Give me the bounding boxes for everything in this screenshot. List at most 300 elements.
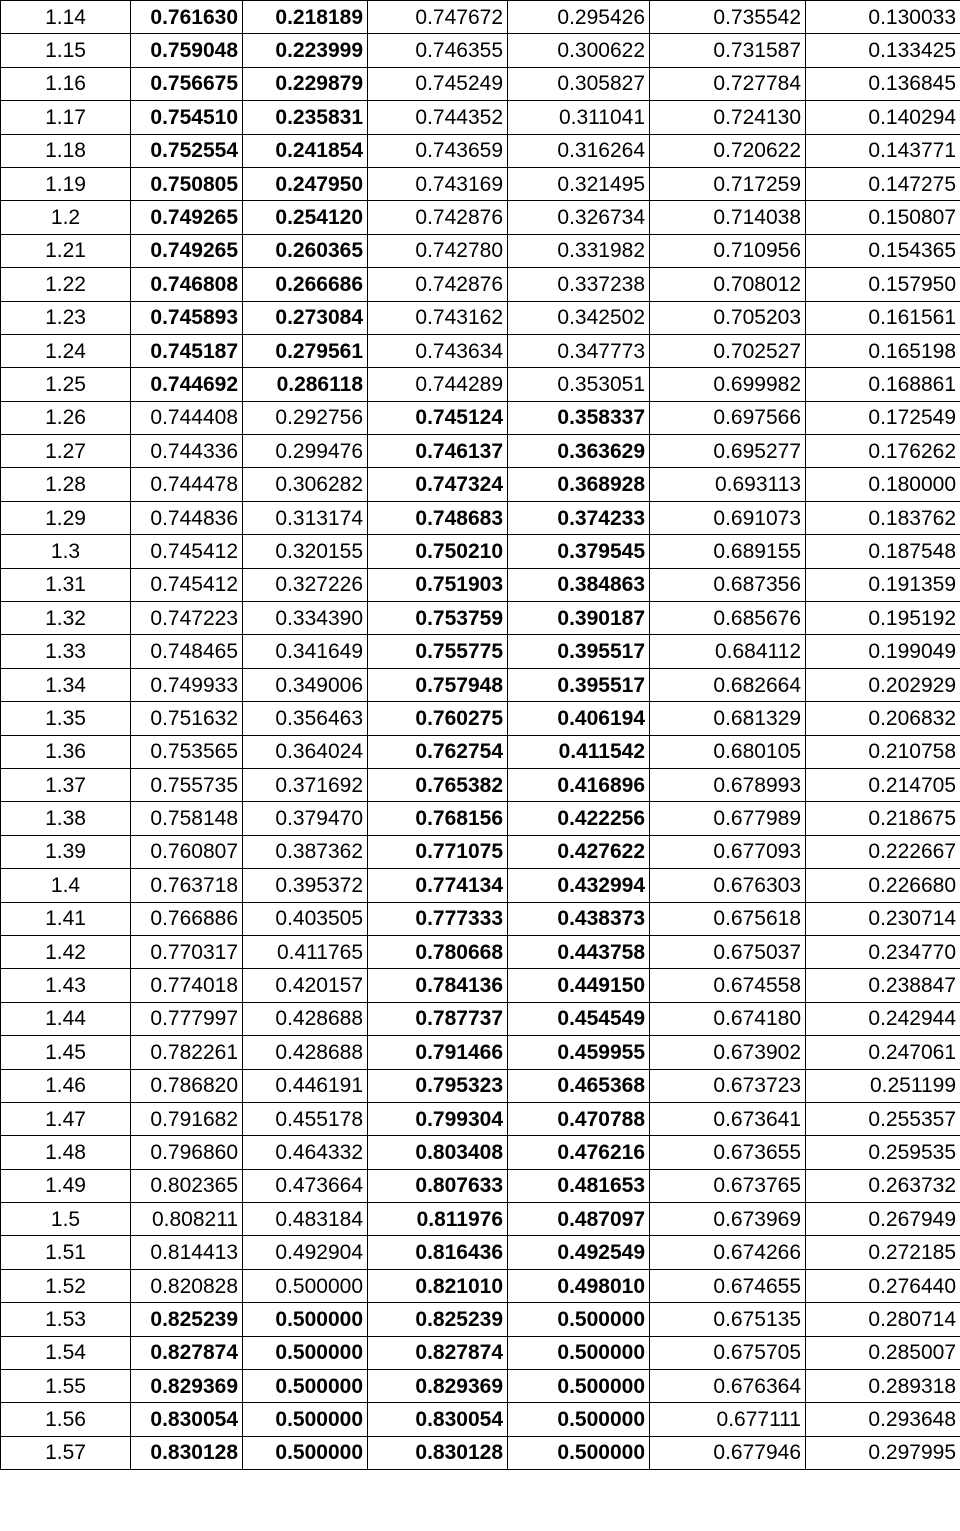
row-key-cell: 1.53 <box>1 1303 131 1336</box>
value-cell: 0.311041 <box>508 101 650 134</box>
value-cell: 0.724130 <box>650 101 806 134</box>
table-row <box>1 835 960 868</box>
value-cell: 0.765382 <box>368 768 508 801</box>
row-key-cell: 1.37 <box>1 768 131 801</box>
value-cell: 0.411765 <box>243 935 368 968</box>
value-cell: 0.320155 <box>243 535 368 568</box>
value-cell: 0.416896 <box>508 768 650 801</box>
value-cell: 0.799304 <box>368 1102 508 1135</box>
value-cell: 0.749933 <box>131 668 243 701</box>
row-key-cell: 1.39 <box>1 835 131 868</box>
table-row <box>1 368 960 401</box>
table-row <box>1 902 960 935</box>
value-cell: 0.500000 <box>243 1370 368 1403</box>
table-row <box>1 568 960 601</box>
table-row <box>1 101 960 134</box>
value-cell: 0.742876 <box>368 201 508 234</box>
row-key-cell: 1.57 <box>1 1436 131 1469</box>
value-cell: 0.406194 <box>508 702 650 735</box>
value-cell: 0.742876 <box>368 268 508 301</box>
value-cell: 0.371692 <box>243 768 368 801</box>
value-cell: 0.756675 <box>131 67 243 100</box>
row-key-cell: 1.16 <box>1 67 131 100</box>
value-cell: 0.295426 <box>508 1 650 34</box>
value-cell: 0.753759 <box>368 602 508 635</box>
row-key-cell: 1.25 <box>1 368 131 401</box>
value-cell: 0.130033 <box>806 1 960 34</box>
value-cell: 0.342502 <box>508 301 650 334</box>
value-cell: 0.786820 <box>131 1069 243 1102</box>
value-cell: 0.744692 <box>131 368 243 401</box>
value-cell: 0.675037 <box>650 935 806 968</box>
table-row <box>1 401 960 434</box>
value-cell: 0.744289 <box>368 368 508 401</box>
value-cell: 0.180000 <box>806 468 960 501</box>
value-cell: 0.229879 <box>243 67 368 100</box>
value-cell: 0.403505 <box>243 902 368 935</box>
value-cell: 0.187548 <box>806 535 960 568</box>
value-cell: 0.427622 <box>508 835 650 868</box>
table-row <box>1 167 960 200</box>
value-cell: 0.347773 <box>508 334 650 367</box>
value-cell: 0.829369 <box>131 1370 243 1403</box>
table-row <box>1 134 960 167</box>
value-cell: 0.483184 <box>243 1203 368 1236</box>
row-key-cell: 1.15 <box>1 34 131 67</box>
value-cell: 0.754510 <box>131 101 243 134</box>
value-cell: 0.455178 <box>243 1102 368 1135</box>
row-key-cell: 1.35 <box>1 702 131 735</box>
value-cell: 0.255357 <box>806 1102 960 1135</box>
row-key-cell: 1.36 <box>1 735 131 768</box>
value-cell: 0.758148 <box>131 802 243 835</box>
value-cell: 0.487097 <box>508 1203 650 1236</box>
value-cell: 0.685676 <box>650 602 806 635</box>
value-cell: 0.299476 <box>243 435 368 468</box>
value-cell: 0.214705 <box>806 768 960 801</box>
row-key-cell: 1.51 <box>1 1236 131 1269</box>
value-cell: 0.500000 <box>508 1403 650 1436</box>
row-key-cell: 1.44 <box>1 1002 131 1035</box>
value-cell: 0.749265 <box>131 234 243 267</box>
value-cell: 0.154365 <box>806 234 960 267</box>
value-cell: 0.746137 <box>368 435 508 468</box>
value-cell: 0.492549 <box>508 1236 650 1269</box>
value-cell: 0.674558 <box>650 969 806 1002</box>
value-cell: 0.286118 <box>243 368 368 401</box>
row-key-cell: 1.5 <box>1 1203 131 1236</box>
table-row <box>1 935 960 968</box>
value-cell: 0.714038 <box>650 201 806 234</box>
row-key-cell: 1.28 <box>1 468 131 501</box>
value-cell: 0.136845 <box>806 67 960 100</box>
value-cell: 0.743162 <box>368 301 508 334</box>
row-key-cell: 1.33 <box>1 635 131 668</box>
value-cell: 0.321495 <box>508 167 650 200</box>
row-key-cell: 1.52 <box>1 1269 131 1302</box>
value-cell: 0.673723 <box>650 1069 806 1102</box>
value-cell: 0.731587 <box>650 34 806 67</box>
value-cell: 0.830128 <box>131 1436 243 1469</box>
table-row <box>1 602 960 635</box>
value-cell: 0.165198 <box>806 334 960 367</box>
value-cell: 0.422256 <box>508 802 650 835</box>
value-cell: 0.755775 <box>368 635 508 668</box>
value-cell: 0.760807 <box>131 835 243 868</box>
value-cell: 0.395517 <box>508 668 650 701</box>
table-row <box>1 1303 960 1336</box>
value-cell: 0.681329 <box>650 702 806 735</box>
value-cell: 0.742780 <box>368 234 508 267</box>
value-cell: 0.763718 <box>131 869 243 902</box>
value-cell: 0.830054 <box>368 1403 508 1436</box>
value-cell: 0.260365 <box>243 234 368 267</box>
value-cell: 0.364024 <box>243 735 368 768</box>
value-cell: 0.743169 <box>368 167 508 200</box>
value-cell: 0.705203 <box>650 301 806 334</box>
table-row <box>1 969 960 1002</box>
value-cell: 0.755735 <box>131 768 243 801</box>
value-cell: 0.761630 <box>131 1 243 34</box>
table-row <box>1 501 960 534</box>
value-cell: 0.140294 <box>806 101 960 134</box>
value-cell: 0.498010 <box>508 1269 650 1302</box>
value-cell: 0.771075 <box>368 835 508 868</box>
value-cell: 0.223999 <box>243 34 368 67</box>
table-row <box>1 435 960 468</box>
value-cell: 0.677093 <box>650 835 806 868</box>
value-cell: 0.293648 <box>806 1403 960 1436</box>
value-cell: 0.751903 <box>368 568 508 601</box>
value-cell: 0.784136 <box>368 969 508 1002</box>
value-cell: 0.356463 <box>243 702 368 735</box>
value-cell: 0.710956 <box>650 234 806 267</box>
value-cell: 0.157950 <box>806 268 960 301</box>
value-cell: 0.464332 <box>243 1136 368 1169</box>
value-cell: 0.337238 <box>508 268 650 301</box>
value-cell: 0.247950 <box>243 167 368 200</box>
value-cell: 0.316264 <box>508 134 650 167</box>
value-cell: 0.782261 <box>131 1036 243 1069</box>
table-row <box>1 1436 960 1469</box>
value-cell: 0.266686 <box>243 268 368 301</box>
value-cell: 0.830054 <box>131 1403 243 1436</box>
row-key-cell: 1.45 <box>1 1036 131 1069</box>
value-cell: 0.280714 <box>806 1303 960 1336</box>
value-cell: 0.500000 <box>508 1336 650 1369</box>
value-cell: 0.673969 <box>650 1203 806 1236</box>
value-cell: 0.720622 <box>650 134 806 167</box>
value-cell: 0.143771 <box>806 134 960 167</box>
table-row <box>1 1370 960 1403</box>
value-cell: 0.363629 <box>508 435 650 468</box>
row-key-cell: 1.17 <box>1 101 131 134</box>
value-cell: 0.428688 <box>243 1002 368 1035</box>
value-cell: 0.695277 <box>650 435 806 468</box>
value-cell: 0.744336 <box>131 435 243 468</box>
value-cell: 0.678993 <box>650 768 806 801</box>
value-cell: 0.677946 <box>650 1436 806 1469</box>
value-cell: 0.747223 <box>131 602 243 635</box>
value-cell: 0.749265 <box>131 201 243 234</box>
value-cell: 0.687356 <box>650 568 806 601</box>
value-cell: 0.384863 <box>508 568 650 601</box>
value-cell: 0.395517 <box>508 635 650 668</box>
value-cell: 0.677989 <box>650 802 806 835</box>
value-cell: 0.743659 <box>368 134 508 167</box>
value-cell: 0.500000 <box>243 1269 368 1302</box>
value-cell: 0.202929 <box>806 668 960 701</box>
value-cell: 0.446191 <box>243 1069 368 1102</box>
value-cell: 0.353051 <box>508 368 650 401</box>
value-cell: 0.757948 <box>368 668 508 701</box>
value-cell: 0.676303 <box>650 869 806 902</box>
value-cell: 0.500000 <box>508 1303 650 1336</box>
table-row <box>1 1069 960 1102</box>
row-key-cell: 1.47 <box>1 1102 131 1135</box>
value-cell: 0.745412 <box>131 568 243 601</box>
value-cell: 0.745893 <box>131 301 243 334</box>
value-cell: 0.470788 <box>508 1102 650 1135</box>
value-cell: 0.285007 <box>806 1336 960 1369</box>
value-cell: 0.459955 <box>508 1036 650 1069</box>
value-cell: 0.680105 <box>650 735 806 768</box>
value-cell: 0.752554 <box>131 134 243 167</box>
value-cell: 0.368928 <box>508 468 650 501</box>
value-cell: 0.802365 <box>131 1169 243 1202</box>
value-cell: 0.500000 <box>243 1303 368 1336</box>
table-row <box>1 234 960 267</box>
row-key-cell: 1.23 <box>1 301 131 334</box>
value-cell: 0.693113 <box>650 468 806 501</box>
value-cell: 0.500000 <box>243 1436 368 1469</box>
value-cell: 0.673902 <box>650 1036 806 1069</box>
value-cell: 0.830128 <box>368 1436 508 1469</box>
value-cell: 0.820828 <box>131 1269 243 1302</box>
value-cell: 0.791466 <box>368 1036 508 1069</box>
value-cell: 0.297995 <box>806 1436 960 1469</box>
value-cell: 0.673655 <box>650 1136 806 1169</box>
value-cell: 0.766886 <box>131 902 243 935</box>
table-row <box>1 1336 960 1369</box>
value-cell: 0.500000 <box>508 1436 650 1469</box>
value-cell: 0.172549 <box>806 401 960 434</box>
value-cell: 0.762754 <box>368 735 508 768</box>
value-cell: 0.454549 <box>508 1002 650 1035</box>
table-row <box>1 201 960 234</box>
value-cell: 0.395372 <box>243 869 368 902</box>
value-cell: 0.349006 <box>243 668 368 701</box>
value-cell: 0.199049 <box>806 635 960 668</box>
value-cell: 0.821010 <box>368 1269 508 1302</box>
value-cell: 0.816436 <box>368 1236 508 1269</box>
value-cell: 0.222667 <box>806 835 960 868</box>
row-key-cell: 1.43 <box>1 969 131 1002</box>
value-cell: 0.326734 <box>508 201 650 234</box>
value-cell: 0.697566 <box>650 401 806 434</box>
value-cell: 0.334390 <box>243 602 368 635</box>
value-cell: 0.234770 <box>806 935 960 968</box>
value-cell: 0.195192 <box>806 602 960 635</box>
value-cell: 0.682664 <box>650 668 806 701</box>
value-cell: 0.247061 <box>806 1036 960 1069</box>
value-cell: 0.238847 <box>806 969 960 1002</box>
value-cell: 0.449150 <box>508 969 650 1002</box>
value-cell: 0.777333 <box>368 902 508 935</box>
table-row <box>1 802 960 835</box>
value-cell: 0.150807 <box>806 201 960 234</box>
value-cell: 0.428688 <box>243 1036 368 1069</box>
value-cell: 0.276440 <box>806 1269 960 1302</box>
table-row <box>1 268 960 301</box>
value-cell: 0.743634 <box>368 334 508 367</box>
row-key-cell: 1.29 <box>1 501 131 534</box>
value-cell: 0.191359 <box>806 568 960 601</box>
value-cell: 0.306282 <box>243 468 368 501</box>
table-row <box>1 1236 960 1269</box>
value-cell: 0.500000 <box>243 1336 368 1369</box>
value-cell: 0.684112 <box>650 635 806 668</box>
value-cell: 0.420157 <box>243 969 368 1002</box>
row-key-cell: 1.4 <box>1 869 131 902</box>
value-cell: 0.500000 <box>508 1370 650 1403</box>
value-cell: 0.305827 <box>508 67 650 100</box>
row-key-cell: 1.22 <box>1 268 131 301</box>
table-row <box>1 1269 960 1302</box>
value-cell: 0.745412 <box>131 535 243 568</box>
row-key-cell: 1.31 <box>1 568 131 601</box>
value-cell: 0.358337 <box>508 401 650 434</box>
value-cell: 0.379470 <box>243 802 368 835</box>
value-cell: 0.235831 <box>243 101 368 134</box>
value-cell: 0.753565 <box>131 735 243 768</box>
value-cell: 0.133425 <box>806 34 960 67</box>
value-cell: 0.242944 <box>806 1002 960 1035</box>
value-cell: 0.272185 <box>806 1236 960 1269</box>
table-row <box>1 1203 960 1236</box>
value-cell: 0.675135 <box>650 1303 806 1336</box>
value-cell: 0.161561 <box>806 301 960 334</box>
value-cell: 0.807633 <box>368 1169 508 1202</box>
row-key-cell: 1.56 <box>1 1403 131 1436</box>
value-cell: 0.759048 <box>131 34 243 67</box>
value-cell: 0.379545 <box>508 535 650 568</box>
value-cell: 0.492904 <box>243 1236 368 1269</box>
value-cell: 0.708012 <box>650 268 806 301</box>
value-cell: 0.750805 <box>131 167 243 200</box>
table-row <box>1 1 960 34</box>
value-cell: 0.438373 <box>508 902 650 935</box>
value-cell: 0.827874 <box>368 1336 508 1369</box>
value-cell: 0.748465 <box>131 635 243 668</box>
value-cell: 0.341649 <box>243 635 368 668</box>
value-cell: 0.750210 <box>368 535 508 568</box>
row-key-cell: 1.42 <box>1 935 131 968</box>
value-cell: 0.780668 <box>368 935 508 968</box>
value-cell: 0.206832 <box>806 702 960 735</box>
value-cell: 0.827874 <box>131 1336 243 1369</box>
value-cell: 0.476216 <box>508 1136 650 1169</box>
table-row <box>1 1102 960 1135</box>
value-cell: 0.675705 <box>650 1336 806 1369</box>
row-key-cell: 1.49 <box>1 1169 131 1202</box>
table-row <box>1 768 960 801</box>
value-cell: 0.747324 <box>368 468 508 501</box>
value-cell: 0.674266 <box>650 1236 806 1269</box>
value-cell: 0.292756 <box>243 401 368 434</box>
value-cell: 0.677111 <box>650 1403 806 1436</box>
value-cell: 0.147275 <box>806 167 960 200</box>
value-cell: 0.411542 <box>508 735 650 768</box>
table-row <box>1 1002 960 1035</box>
value-cell: 0.791682 <box>131 1102 243 1135</box>
table-row <box>1 702 960 735</box>
value-cell: 0.230714 <box>806 902 960 935</box>
value-cell: 0.825239 <box>368 1303 508 1336</box>
value-cell: 0.374233 <box>508 501 650 534</box>
value-cell: 0.811976 <box>368 1203 508 1236</box>
value-cell: 0.751632 <box>131 702 243 735</box>
value-cell: 0.674180 <box>650 1002 806 1035</box>
table-row <box>1 1136 960 1169</box>
table-row <box>1 1036 960 1069</box>
value-cell: 0.176262 <box>806 435 960 468</box>
value-cell: 0.787737 <box>368 1002 508 1035</box>
row-key-cell: 1.34 <box>1 668 131 701</box>
value-cell: 0.387362 <box>243 835 368 868</box>
table-row <box>1 735 960 768</box>
value-cell: 0.465368 <box>508 1069 650 1102</box>
value-cell: 0.744836 <box>131 501 243 534</box>
value-cell: 0.183762 <box>806 501 960 534</box>
value-cell: 0.796860 <box>131 1136 243 1169</box>
value-cell: 0.218189 <box>243 1 368 34</box>
value-cell: 0.744478 <box>131 468 243 501</box>
row-key-cell: 1.18 <box>1 134 131 167</box>
row-key-cell: 1.14 <box>1 1 131 34</box>
value-cell: 0.673641 <box>650 1102 806 1135</box>
table-row <box>1 535 960 568</box>
value-cell: 0.241854 <box>243 134 368 167</box>
value-cell: 0.814413 <box>131 1236 243 1269</box>
value-cell: 0.267949 <box>806 1203 960 1236</box>
table-row <box>1 34 960 67</box>
value-cell: 0.745249 <box>368 67 508 100</box>
table-row <box>1 301 960 334</box>
value-cell: 0.747672 <box>368 1 508 34</box>
value-cell: 0.727784 <box>650 67 806 100</box>
value-cell: 0.313174 <box>243 501 368 534</box>
value-cell: 0.702527 <box>650 334 806 367</box>
row-key-cell: 1.55 <box>1 1370 131 1403</box>
table-row <box>1 468 960 501</box>
value-cell: 0.443758 <box>508 935 650 968</box>
row-key-cell: 1.41 <box>1 902 131 935</box>
value-cell: 0.691073 <box>650 501 806 534</box>
row-key-cell: 1.46 <box>1 1069 131 1102</box>
table-row <box>1 635 960 668</box>
value-cell: 0.744408 <box>131 401 243 434</box>
value-cell: 0.676364 <box>650 1370 806 1403</box>
value-cell: 0.500000 <box>243 1403 368 1436</box>
row-key-cell: 1.21 <box>1 234 131 267</box>
value-cell: 0.218675 <box>806 802 960 835</box>
value-cell: 0.390187 <box>508 602 650 635</box>
row-key-cell: 1.48 <box>1 1136 131 1169</box>
value-cell: 0.289318 <box>806 1370 960 1403</box>
table-row <box>1 1403 960 1436</box>
value-cell: 0.760275 <box>368 702 508 735</box>
